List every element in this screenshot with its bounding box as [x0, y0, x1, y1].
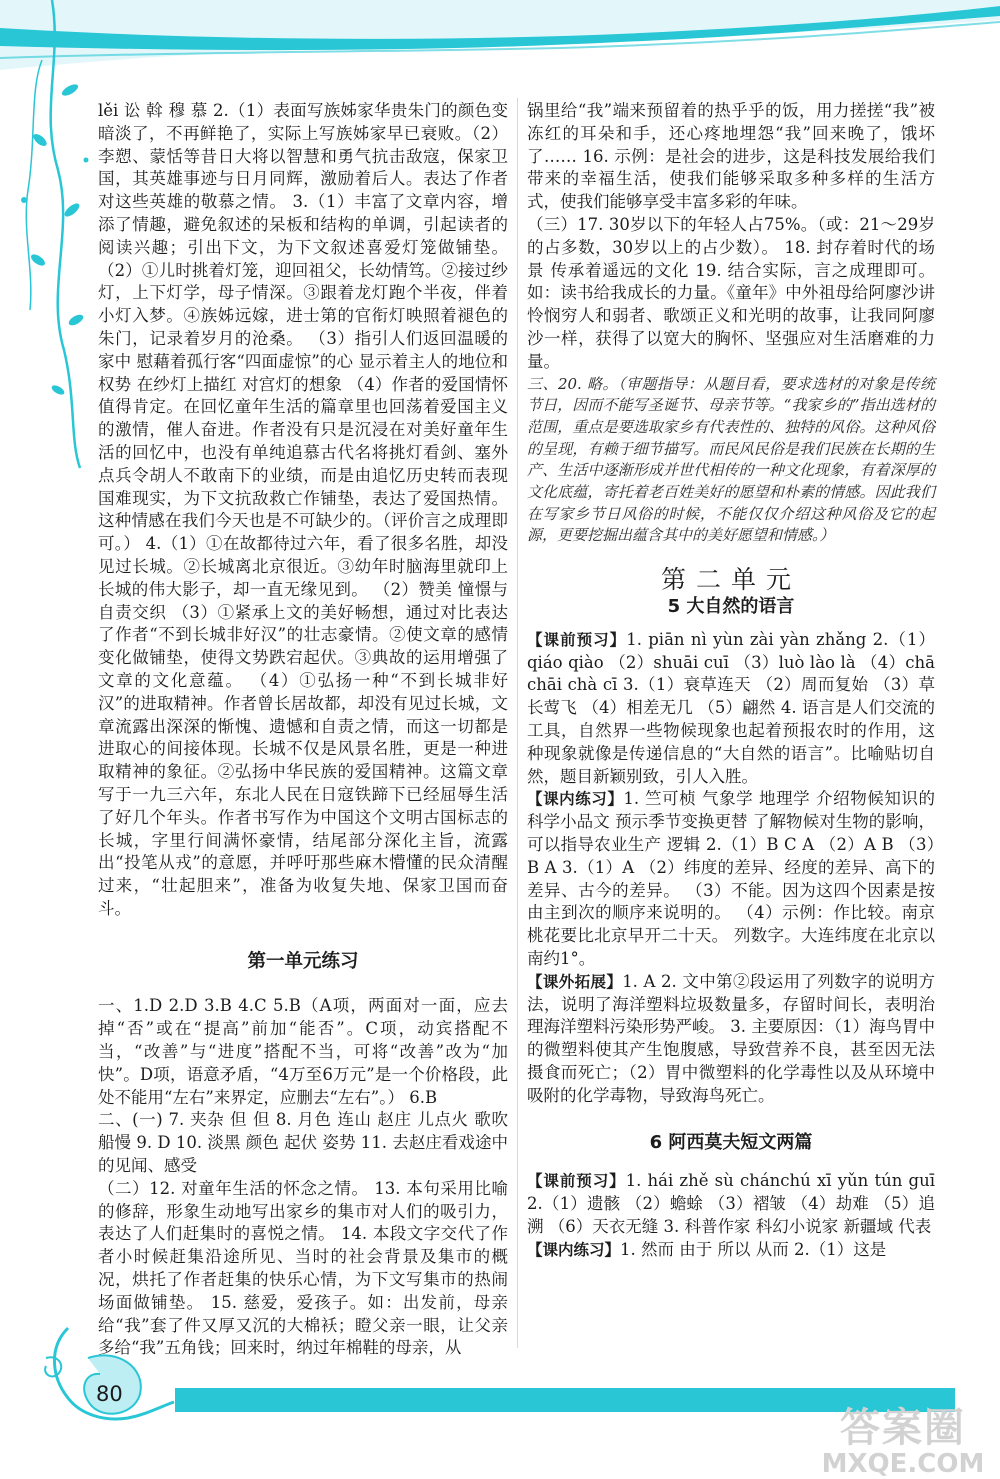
lesson-6-title: 6 阿西莫夫短文两篇	[649, 1131, 813, 1153]
tag-inclass: 【课内练习】	[527, 790, 624, 809]
left-column	[98, 100, 508, 1360]
vine-decoration	[0, 0, 110, 470]
top-decoration-band	[0, 0, 1000, 90]
exercise-part-2a: 二、(一) 7. 夹杂 但 但 8. 月色 连山 赵庄 儿点火 歌吹 船慢 9. D 10. 淡黑 颜色 起伏 姿势 11. 去赵庄看戏途中的见闻、感受	[98, 1110, 508, 1176]
section-title: 第一单元练习	[247, 950, 359, 972]
tag-preview: 【课前预习】	[527, 1172, 626, 1191]
watermark-logo	[815, 1406, 991, 1478]
exercise-part-2b: （二）12. 对童年生活的怀念之情。 13. 本句采用比喻的修辞，形象生动地写出家乡的集市对人们的吸引力，表达了人们赶集时的喜悦之情。 14. 本段文字交代了作者小时候赶集沿途所见、当时的社会背景及集市的概况，烘托了作者赶集的快乐心情，为下文写集市的热闹场面做铺垫。 15. 慈爱，爱孩子。如：出发前，母亲给“我”套了件又厚又沉的大棉袄；瞪父亲一眼，让父亲多给“我”五角钱；回来时，纳过年棉鞋的母亲，从	[98, 1178, 508, 1358]
lesson-5-extension: 【课外拓展】1. A 2. 文中第②段运用了列数字的说明方法，说明了海洋塑料垃圾数量多，存留时间长，表明治理海洋塑料污染形势严峻。 3. 主要原因：（1）海鸟胃中的微塑料使其产生饱腹感，导致营养不良，甚至因无法摄食而死亡；（2）胃中微塑料的化学毒性以及从环境中吸附的化学毒物，导致海鸟死亡。	[527, 971, 935, 1105]
watermark-text: 答案圈	[840, 1405, 966, 1451]
exercise-part-3: （三）17. 30岁以下的年轻人占75%。（或：21～29岁的占多数，30岁以上的占少数）。 18. 封存着时代的场景 传承着遥远的文化 19. 结合实际，言之成理即可。如：读书给我成长的力量。《童年》中外祖母给阿廖沙讲怜悯穷人和弱者、歌颂正义和光明的故事，让我同阿廖沙一样，获得了以宽大的胸怀、坚强应对生活磨难的力量。	[527, 214, 935, 371]
page-corner-ornament	[28, 1318, 178, 1428]
page-number: 80	[96, 1382, 123, 1406]
watermark-url: MXQE.COM	[821, 1449, 985, 1479]
lesson-6-inclass: 【课内练习】1. 然而 由于 所以 从而 2.（1）这是	[527, 1239, 887, 1259]
tag-inclass: 【课内练习】	[527, 1240, 621, 1259]
exercise-continued: 锅里给“我”端来预留着的热乎乎的饭，用力搓搓“我”被冻红的耳朵和手，还心疼地埋怨“我”回来晚了，饿坏了…… 16. 示例：是社会的进步，这是科技发展给我们带来的幸福生活，使我们能够采取多种多样的生活方式，使我们能够享受丰富多彩的年味。	[527, 101, 935, 212]
answer-block-unit1-lesson: lěi 讼 斡 穆 慕 2.（1）表面写族姊家华贵朱门的颜色变暗淡了，不再鲜艳了，实际上写族姊家早已衰败。（2）李愬、蒙恬等昔日大将以智慧和勇气抗击敌寇，保家卫国，其英雄事迹与日月同辉，激励着后人。表达了作者对这些英雄的敬慕之情。 3.（1）丰富了文章内容，增添了情趣，避免叙述的呆板和结构的单调，引起读者的阅读兴趣；引出下文，为下文叙述喜爱灯笼做铺垫。 （2）①儿时挑着灯笼，迎回祖父，长幼情笃。②接过纱灯，上下灯学，母子情深。③跟着龙灯跑个半夜，伴着小灯入梦。④族姊远嫁，进士第的官衔灯映照着褪色的朱门，记录着岁月的沧桑。 （3）指引人们返回温暖的家中 慰藉着孤行客“四面虚惊”的心 显示着主人的地位和权势 在纱灯上描红 对宫灯的想象 （4）作者的爱国情怀值得肯定。在回忆童年生活的篇章里也回荡着爱国主义的激情，催人奋进。作者没有只是沉浸在对美好童年生活的回忆中，也没有单纯追慕古代名将挑灯看剑、塞外点兵令胡人不敢南下的业绩，而是由追忆历史转而表现国难现实，为下文抗敌救亡作铺垫，表达了爱国热情。这种情感在我们今天也是不可缺少的。（评价言之成理即可。） 4.（1）①在故都待过六年，看了很多名胜，却没见过长城。②长城离北京很近。③幼年时脑海里就印上长城的伟大影子，却一直无缘见到。 （2）赞美 憧憬与自责交织 （3）①紧承上文的美好畅想，通过对比表达了作者“不到长城非好汉”的壮志豪情。②使文章的感情变化做铺垫，使得文势跌宕起伏。③典故的运用增强了文章的文化意蕴。 （4）①弘扬一种“不到长城非好汉”的进取精神。作者曾长居故都，却没有见过长城，文章流露出深深的惭愧、遗憾和自责之情，而这一切都是进取心的间接体现。长城不仅是风景名胜，更是一种进取精神的象征。②弘扬中华民族的爱国精神。这篇文章写于一九三六年，东北人民在日寇铁蹄下已经屈辱生活了好几个年头。作者书写作为中国这个文明古国标志的长城，字里行间满怀豪情，结尾部分深化主旨，流露出“投笔从戎”的意愿，并呼吁那些麻木懵懂的民众清醒过来，“壮起胆来”，准备为收复失地、保家卫国而奋斗。	[98, 101, 508, 918]
tag-preview: 【课前预习】	[527, 630, 627, 649]
tag-extension: 【课外拓展】	[527, 972, 623, 991]
lesson-5-title: 5 大自然的语言	[667, 595, 795, 617]
lesson-6-preview: 【课前预习】1. hái zhě sù chánchú xī yǔn tún guī 2.（1）遗骸 （2）蟾蜍 （3）褶皱 （4）劫难 （5）追溯 （6）天衣无缝 3. 科普作家 科幻小说家 新疆域 代表	[527, 1171, 935, 1236]
writing-guidance: 三、20. 略。（审题指导：从题目看，要求选材的对象是传统节日，因而不能写圣诞节、母亲节等。“我家乡的”指出选材的范围，重点是要选取家乡有代表性的、独特的风俗。这种风俗的呈现，有赖于细节描写。而民风民俗是我们民族在长期的生产、生活中逐渐形成并世代相传的一种文化现象，有着深厚的文化底蕴，寄托着老百姓美好的愿望和朴素的情感。因此我们在写家乡节日风俗的时候，不能仅仅介绍这种风俗及它的起源，更要挖掘出蕴含其中的美好愿望和情感。）	[527, 374, 935, 545]
exercise-part-1: 一、1.D 2.D 3.B 4.C 5.B（A项，两面对一面，应去掉“否”或在“提高”前加“能否”。C项，动宾搭配不当，“改善”与“进度”搭配不当，可将“改善”改为“加快”。D项，语意矛盾，“4万至6万元”是一个价格段，此处不能用“左右”来界定，应删去“左右”。） 6.B	[98, 996, 508, 1107]
column-divider	[517, 98, 518, 1348]
lesson-5-inclass: 【课内练习】1. 竺可桢 气象学 地理学 介绍物候知识的科学小品文 预示季节变换更替 了解物候对生物的影响，可以指导农业生产 逻辑 2.（1）B C A （2）A B （3）B A 3.（1）A （2）纬度的差异、经度的差异、高下的差异、古今的差异。 （3）不能。因为这四个因素是按由主到次的顺序来说明的。 （4）示例：作比较。南京桃花要比北京早开二十天。 列数字。大连纬度在北京以南约1°。	[527, 789, 935, 968]
lesson-5-preview: 【课前预习】1. piān nì yùn zài yàn zhǎng 2.（1）qiáo qiào （2）shuāi cuī （3）luò lào là （4）chā chāi chà cī 3.（1）衰草连天 （2）周而复始 （3）草长莺飞 （4）相差无几 （5）翩然 4. 语言是人们交流的工具，自然界一些物候现象也起着预报农时的作用，这种现象就像是传递信息的“大自然的语言”。比喻贴切自然，题目新颖别致，引人入胜。	[527, 629, 935, 786]
unit-title: 第二单元	[660, 565, 801, 595]
right-column	[527, 100, 935, 1262]
